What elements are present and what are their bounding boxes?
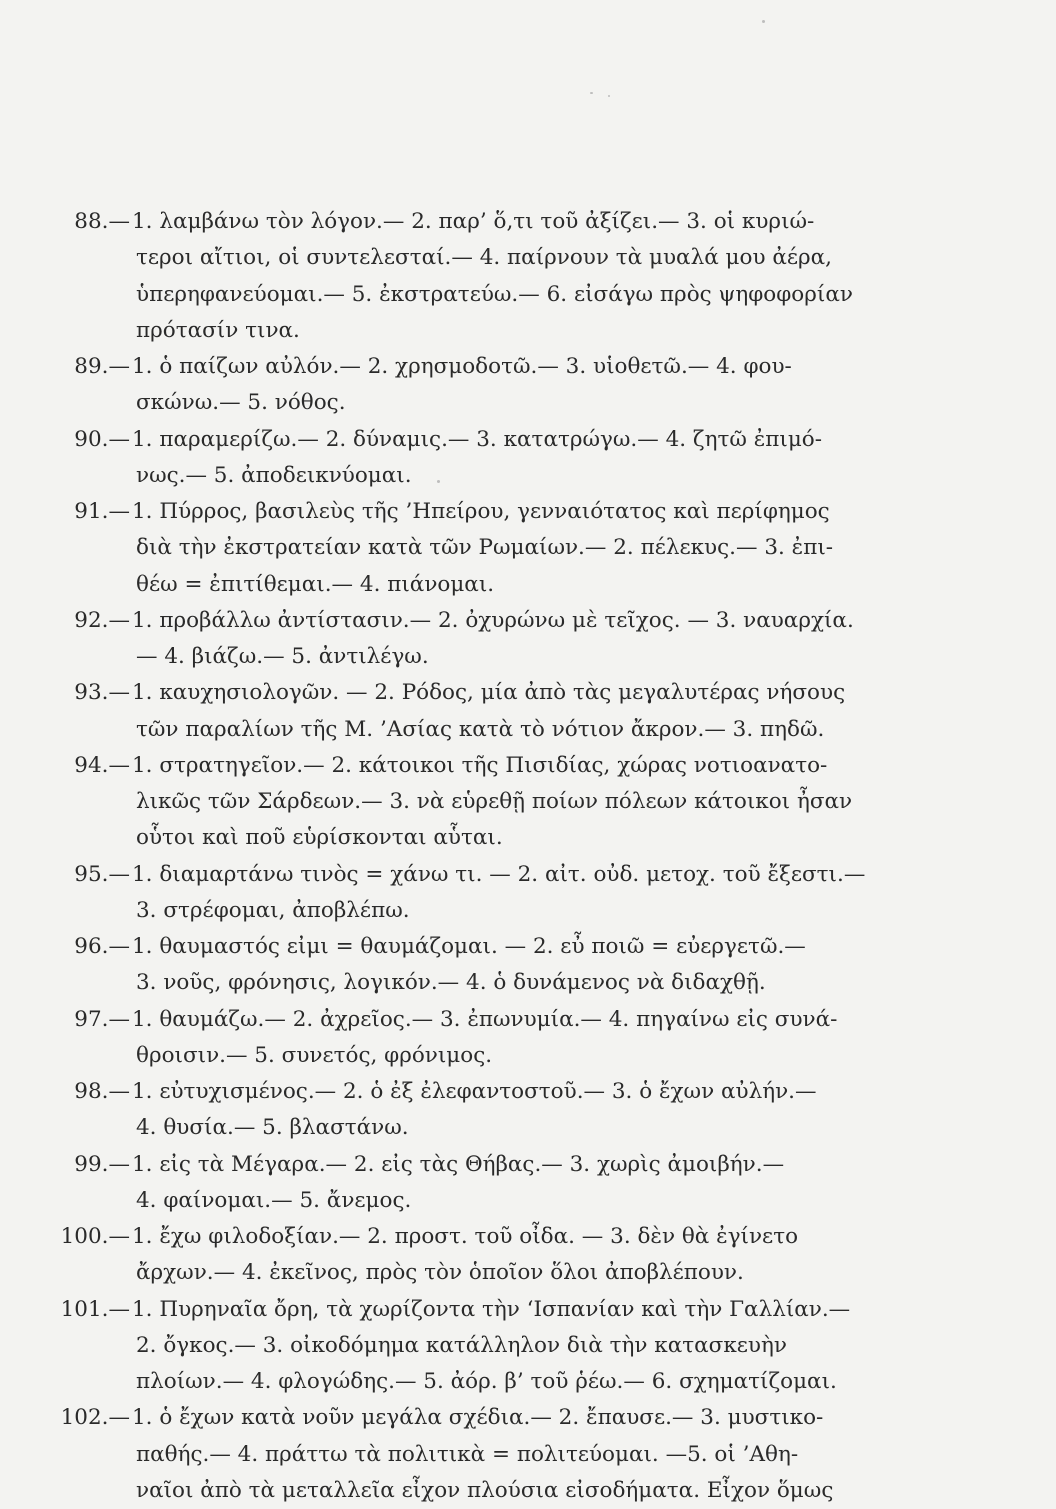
entry-number: 90.—	[74, 426, 130, 452]
entry-number: 97.—	[74, 1006, 130, 1032]
entry-text: 1. ὁ ἔχων κατὰ νοῦν μεγάλα σχέδια.— 2. ἔπαυσε.— 3. μυστικο-	[132, 1405, 824, 1431]
entry-number: 96.—	[74, 934, 130, 959]
entry-text-continuation: θροισιν.— 5. συνετός, φρόνιμος.	[136, 1042, 493, 1068]
entry-text: 1. στρατηγεῖον.— 2. κάτοικοι τῆς Πισιδίας, χώρας νοτιοανατο-	[132, 752, 828, 778]
entry-text-continuation: 4. θυσία.— 5. βλαστάνω.	[136, 1115, 409, 1141]
entry-number: 98.—	[74, 1079, 130, 1104]
entry-text: 1. θαυμαστός εἰμι = θαυμάζομαι. — 2. εὖ ποιῶ = εὐεργετῶ.—	[132, 934, 806, 959]
entry-text-continuation: 2. ὄγκος.— 3. οἰκοδόμημα κατάλληλον διὰ τὴν κατασκευὴν	[136, 1332, 787, 1358]
entry-text-continuation: σκώνω.— 5. νόθος.	[136, 390, 346, 416]
entry-number: 99.—	[74, 1151, 130, 1177]
entry-text-continuation: τεροι αἴτιοι, οἱ συντελεσταί.— 4. παίρνουν τὰ μυαλά μου ἀέρα,	[136, 245, 833, 271]
entry-text-continuation: διὰ τὴν ἐκστρατείαν κατὰ τῶν Ρωμαίων.— 2. πέλεκυς.— 3. ἐπι-	[136, 535, 834, 561]
entry-text: 1. Πυρηναῖα ὄρη, τὰ χωρίζοντα τὴν ‘Ισπανίαν καὶ τὴν Γαλλίαν.—	[132, 1296, 851, 1322]
entry-text-continuation: 4. φαίνομαι.— 5. ἄνεμος.	[136, 1187, 412, 1213]
entry-number: 88.—	[74, 209, 130, 234]
entry-text-continuation: παθής.— 4. πράττω τὰ πολιτικὰ = πολιτεύομαι. —5. οἱ ’Αθη-	[136, 1441, 799, 1467]
entry-text-continuation: πρότασίν τινα.	[136, 317, 300, 343]
entry-number: 93.—	[74, 680, 130, 706]
scan-speck	[437, 480, 440, 483]
entry-text: 1. παραμερίζω.— 2. δύναμις.— 3. κατατρώγω.— 4. ζητῶ ἐπιμό-	[132, 426, 823, 452]
scan-speck	[608, 95, 610, 97]
entry-number: 102.—	[60, 1405, 130, 1431]
entry-text: 1. ὁ παίζων αὐλόν.— 2. χρησμοδοτῶ.— 3. υἱοθετῶ.— 4. φου-	[132, 354, 792, 379]
entry-text: 1. Πύρρος, βασιλεὺς τῆς ’Ηπείρου, γενναιότατος καὶ περίφημος	[132, 499, 830, 524]
entry-text-continuation: 3. στρέφομαι, ἀποβλέπω.	[136, 897, 410, 923]
entry-number: 91.—	[74, 499, 130, 524]
entry-text: 1. θαυμάζω.— 2. ἀχρεῖος.— 3. ἐπωνυμία.— 4. πηγαίνω εἰς συνά-	[132, 1006, 838, 1032]
entry-text-continuation: 3. νοῦς, φρόνησις, λογικόν.— 4. ὁ δυνάμενος νὰ διδαχθῇ.	[136, 970, 766, 996]
entry-text: 1. λαμβάνω τὸν λόγον.— 2. παρ’ ὅ,τι τοῦ ἀξίζει.— 3. οἱ κυριώ-	[132, 209, 815, 234]
scan-speck	[590, 92, 593, 94]
entry-number: 100.—	[60, 1224, 130, 1249]
entry-text-continuation: λικῶς τῶν Σάρδεων.— 3. νὰ εὑρεθῇ ποίων πόλεων κάτοικοι ἦσαν	[136, 789, 853, 814]
entry-text-continuation: ὑπερηφανεύομαι.— 5. ἐκστρατεύω.— 6. εἰσάγω πρὸς ψηφοφορίαν	[136, 281, 853, 307]
entry-number: 94.—	[74, 752, 130, 778]
entry-text-continuation: νως.— 5. ἀποδεικνύομαι.	[136, 462, 412, 488]
scan-speck	[762, 20, 765, 23]
entry-text-continuation: πλοίων.— 4. φλογώδης.— 5. ἀόρ. β’ τοῦ ῥέω.— 6. σχηματίζομαι.	[136, 1369, 837, 1394]
entry-number: 101.—	[60, 1296, 130, 1322]
entry-text: 1. εὐτυχισμένος.— 2. ὁ ἐξ ἐλεφαντοστοῦ.— 3. ὁ ἔχων αὐλήν.—	[132, 1079, 817, 1104]
entry-number: 92.—	[74, 607, 130, 633]
entry-text-continuation: θέω = ἐπιτίθεμαι.— 4. πιάνομαι.	[136, 571, 495, 597]
entry-text: 1. διαμαρτάνω τινὸς = χάνω τι. — 2. αἰτ. οὐδ. μετοχ. τοῦ ἔξεστι.—	[132, 861, 866, 887]
entry-text-continuation: — 4. βιάζω.— 5. ἀντιλέγω.	[136, 644, 429, 669]
entry-number: 95.—	[74, 861, 130, 887]
entry-text-continuation: τῶν παραλίων τῆς Μ. ’Ασίας κατὰ τὸ νότιον ἄκρον.— 3. πηδῶ.	[136, 716, 825, 742]
entry-text: 1. ἔχω φιλοδοξίαν.— 2. προστ. τοῦ οἶδα. — 3. δὲν θὰ ἐγίνετο	[132, 1224, 799, 1249]
entry-text: 1. προβάλλω ἀντίστασιν.— 2. ὀχυρώνω μὲ τεῖχος. — 3. ναυαρχία.	[132, 607, 854, 633]
entry-text: 1. εἰς τὰ Μέγαρα.— 2. εἰς τὰς Θήβας.— 3. χωρὶς ἀμοιβήν.—	[132, 1151, 785, 1177]
entry-text-continuation: ναῖοι ἀπὸ τὰ μεταλλεῖα εἶχον πλούσια εἰσοδήματα. Εἶχον ὅμως	[136, 1477, 834, 1503]
entry-text: 1. καυχησιολογῶν. — 2. Ρόδος, μία ἀπὸ τὰς μεγαλυτέρας νήσους	[132, 680, 846, 706]
entry-text-continuation: ἄρχων.— 4. ἐκεῖνος, πρὸς τὸν ὁποῖον ὅλοι ἀποβλέπουν.	[136, 1260, 744, 1286]
entry-number: 89.—	[74, 354, 130, 379]
entry-text-continuation: οὗτοι καὶ ποῦ εὑρίσκονται αὗται.	[136, 825, 503, 851]
